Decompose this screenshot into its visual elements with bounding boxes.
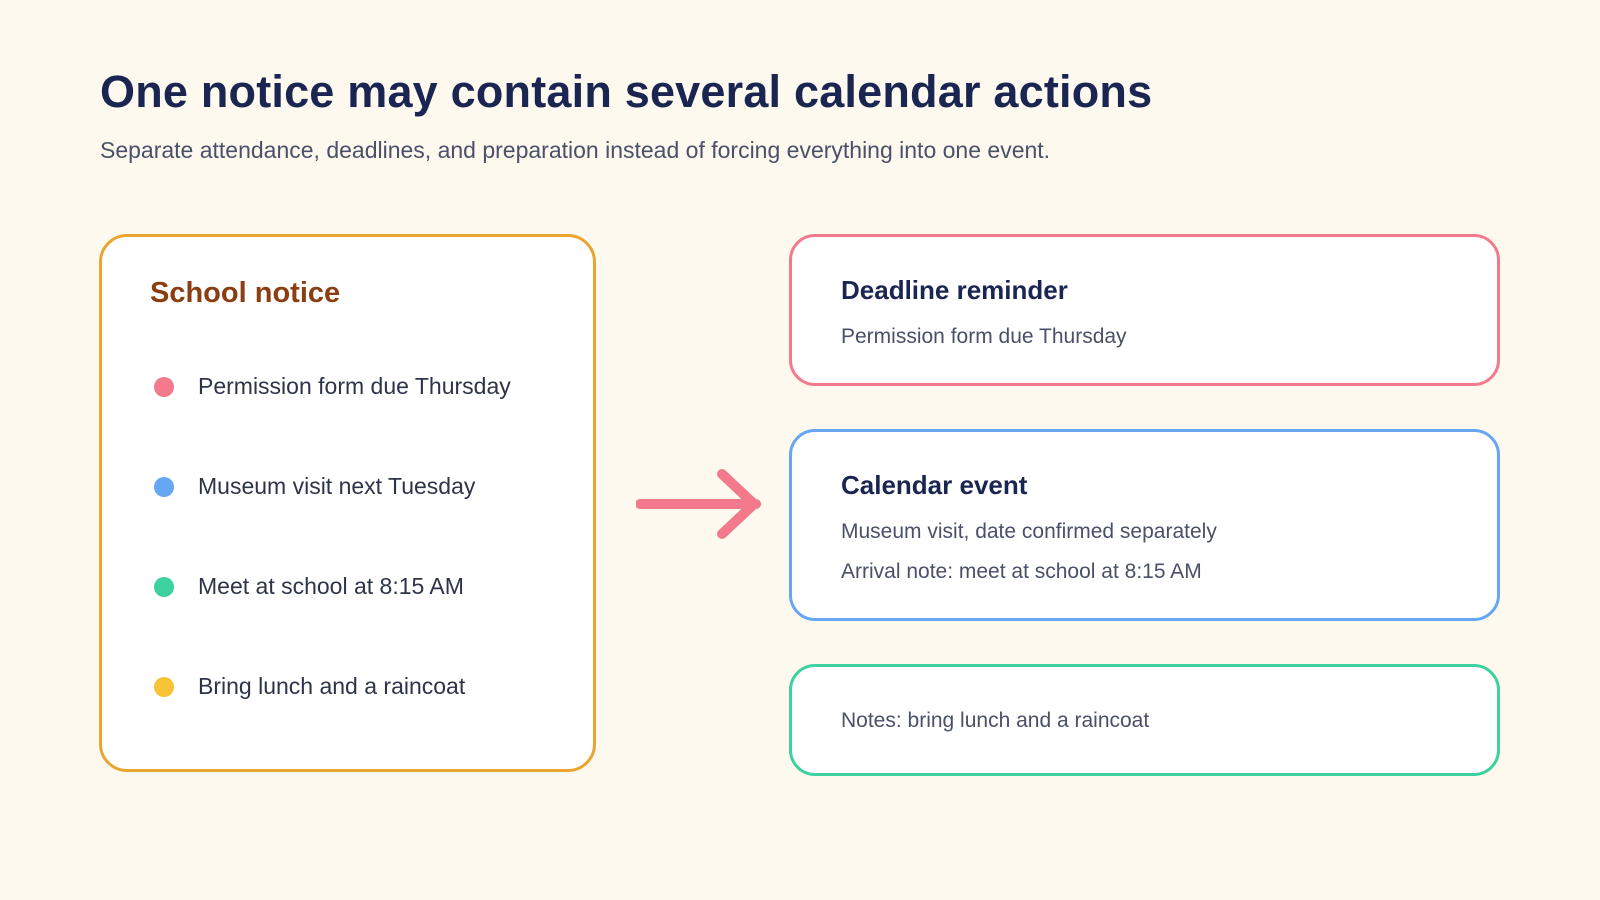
calendar-event-detail: Museum visit, date confirmed separately [841, 520, 1217, 543]
calendar-event-card [789, 429, 1500, 621]
notice-item-label: Meet at school at 8:15 AM [198, 573, 464, 599]
notice-item-permission-form [154, 373, 511, 400]
bullet-dot-icon [154, 377, 174, 397]
deadline-reminder-card [789, 234, 1500, 386]
deadline-reminder-text: Permission form due Thursday [841, 325, 1127, 348]
notice-item-meet-time [154, 573, 464, 600]
bullet-dot-icon [154, 477, 174, 497]
school-notice-title: School notice [150, 277, 341, 309]
school-notice-card [99, 234, 596, 772]
notice-item-label: Permission form due Thursday [198, 373, 511, 399]
bullet-dot-icon [154, 577, 174, 597]
notice-item-bring-items [154, 673, 465, 700]
notes-text: Notes: bring lunch and a raincoat [841, 709, 1150, 732]
notes-card [789, 664, 1500, 776]
bullet-dot-icon [154, 677, 174, 697]
page-subtitle: Separate attendance, deadlines, and preparation instead of forcing everything into one event. [100, 137, 1051, 163]
calendar-event-arrival-note: Arrival note: meet at school at 8:15 AM [841, 560, 1202, 583]
notice-item-label: Museum visit next Tuesday [198, 473, 476, 499]
deadline-reminder-title: Deadline reminder [841, 275, 1068, 305]
calendar-event-title: Calendar event [841, 470, 1028, 500]
notice-item-museum-visit [154, 473, 475, 500]
right-arrow-icon [636, 468, 766, 540]
notice-item-label: Bring lunch and a raincoat [198, 673, 466, 699]
page-title: One notice may contain several calendar actions [100, 66, 1153, 117]
